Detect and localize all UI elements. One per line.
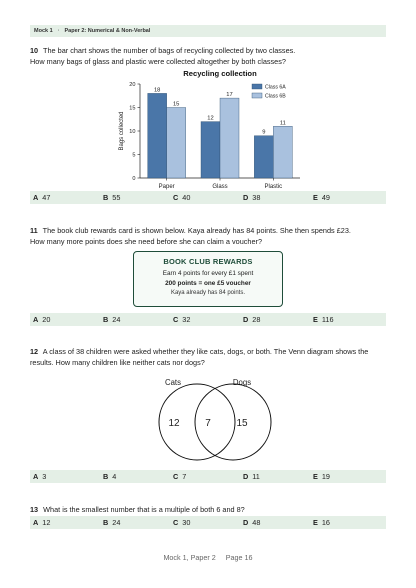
y-tick-label: 15 bbox=[129, 105, 136, 112]
answer-option-c[interactable]: C 40 bbox=[173, 193, 191, 202]
question-11 bbox=[30, 225, 386, 247]
chart-title: Recycling collection bbox=[183, 69, 257, 78]
card-voucher-rule: 200 points = one £5 voucher bbox=[165, 280, 251, 287]
question-text-line1: The book club rewards card is shown below. Kaya already has 84 points. She then spends £23. bbox=[42, 226, 351, 235]
recycling-bar-chart bbox=[100, 66, 310, 191]
legend-swatch bbox=[252, 84, 262, 89]
question-number: 13 bbox=[30, 505, 39, 514]
question-number: 11 bbox=[30, 226, 38, 235]
answer-row-q11 bbox=[30, 313, 386, 326]
venn-both-value: 7 bbox=[205, 418, 211, 429]
card-title: BOOK CLUB REWARDS bbox=[163, 257, 253, 266]
bar-class-6a-plastic bbox=[254, 136, 273, 178]
bar-class-6a-paper bbox=[148, 93, 167, 178]
question-number: 10 bbox=[30, 46, 39, 55]
venn-cats-only-value: 12 bbox=[168, 418, 180, 429]
y-tick-label: 0 bbox=[132, 176, 136, 182]
question-12 bbox=[30, 346, 386, 368]
header-mock: Mock 1 bbox=[34, 28, 53, 34]
answer-option-c[interactable]: C 7 bbox=[173, 472, 187, 481]
answer-option-b[interactable]: B 24 bbox=[103, 518, 121, 527]
bar-class-6a-glass bbox=[201, 122, 220, 178]
question-number: 12 bbox=[30, 347, 39, 356]
question-text-line1: What is the smallest number that is a multiple of both 6 and 8? bbox=[43, 505, 245, 514]
answer-option-a[interactable]: A 3 bbox=[33, 472, 47, 481]
answer-row-q13 bbox=[30, 516, 386, 529]
answer-option-b[interactable]: B 55 bbox=[103, 193, 121, 202]
book-club-rewards-card bbox=[133, 251, 283, 307]
question-text-line1: The bar chart shows the number of bags of recycling collected by two classes. bbox=[43, 46, 296, 55]
bar-value-label: 12 bbox=[207, 115, 214, 122]
y-tick-label: 10 bbox=[129, 129, 136, 135]
answer-option-d[interactable]: D 48 bbox=[243, 518, 261, 527]
page-footer: Mock 1, Paper 2 Page 16 bbox=[163, 553, 253, 562]
answer-option-e[interactable]: E 19 bbox=[313, 472, 330, 481]
card-current-points: Kaya already has 84 points. bbox=[170, 290, 246, 296]
legend-swatch bbox=[252, 93, 262, 98]
bar-value-label: 9 bbox=[262, 129, 266, 136]
answer-option-a[interactable]: A 20 bbox=[33, 315, 51, 324]
bar-value-label: 15 bbox=[172, 101, 180, 108]
question-text-line1: A class of 38 children were asked whether they like cats, dogs, or both. The Venn diagram shows the bbox=[42, 347, 369, 356]
bar-class-6b-glass bbox=[220, 98, 239, 178]
answer-option-a[interactable]: A 47 bbox=[33, 193, 51, 202]
question-text-line2: results. How many children like neither cats nor dogs? bbox=[30, 358, 205, 367]
page-header bbox=[30, 25, 386, 37]
answer-option-e[interactable]: E 16 bbox=[313, 518, 330, 527]
question-text-line2: How many more points does she need before she can claim a voucher? bbox=[30, 237, 263, 246]
legend-label: Class 6B bbox=[265, 93, 286, 100]
header-separator: · bbox=[57, 28, 60, 34]
x-tick-label: Plastic bbox=[264, 184, 283, 190]
answer-row-q10 bbox=[30, 191, 386, 204]
answer-option-b[interactable]: B 24 bbox=[103, 315, 121, 324]
venn-label-dogs: Dogs bbox=[232, 378, 252, 387]
card-earn-rule: Earn 4 points for every £1 spent bbox=[162, 270, 254, 277]
answer-option-e[interactable]: E 116 bbox=[313, 315, 334, 324]
answer-option-b[interactable]: B 4 bbox=[103, 472, 117, 481]
y-tick-label: 20 bbox=[129, 82, 136, 88]
answer-option-e[interactable]: E 49 bbox=[313, 193, 330, 202]
answer-option-c[interactable]: C 30 bbox=[173, 518, 191, 527]
venn-label-cats: Cats bbox=[164, 378, 182, 387]
venn-diagram bbox=[150, 372, 280, 462]
y-axis-label: Bags collected bbox=[119, 111, 125, 151]
answer-option-d[interactable]: D 11 bbox=[243, 472, 260, 481]
venn-dogs-only-value: 15 bbox=[236, 418, 248, 429]
question-13 bbox=[30, 504, 386, 515]
header-paper: Paper 2: Numerical & Non-Verbal bbox=[64, 28, 151, 34]
answer-option-d[interactable]: D 28 bbox=[243, 315, 261, 324]
legend-label: Class 6A bbox=[265, 84, 286, 91]
bar-value-label: 11 bbox=[279, 120, 286, 127]
question-text-line2: How many bags of glass and plastic were collected altogether by both classes? bbox=[30, 57, 286, 66]
bar-value-label: 17 bbox=[226, 92, 233, 99]
x-tick-label: Paper bbox=[158, 184, 175, 190]
answer-row-q12 bbox=[30, 470, 386, 483]
x-tick-label: Glass bbox=[212, 184, 228, 190]
y-tick-label: 5 bbox=[132, 152, 136, 159]
answer-option-a[interactable]: A 12 bbox=[33, 518, 51, 527]
bar-value-label: 18 bbox=[153, 87, 161, 94]
question-10 bbox=[30, 45, 386, 67]
bar-class-6b-plastic bbox=[273, 126, 292, 178]
answer-option-d[interactable]: D 38 bbox=[243, 193, 261, 202]
bar-class-6b-paper bbox=[167, 108, 186, 179]
answer-option-c[interactable]: C 32 bbox=[173, 315, 191, 324]
